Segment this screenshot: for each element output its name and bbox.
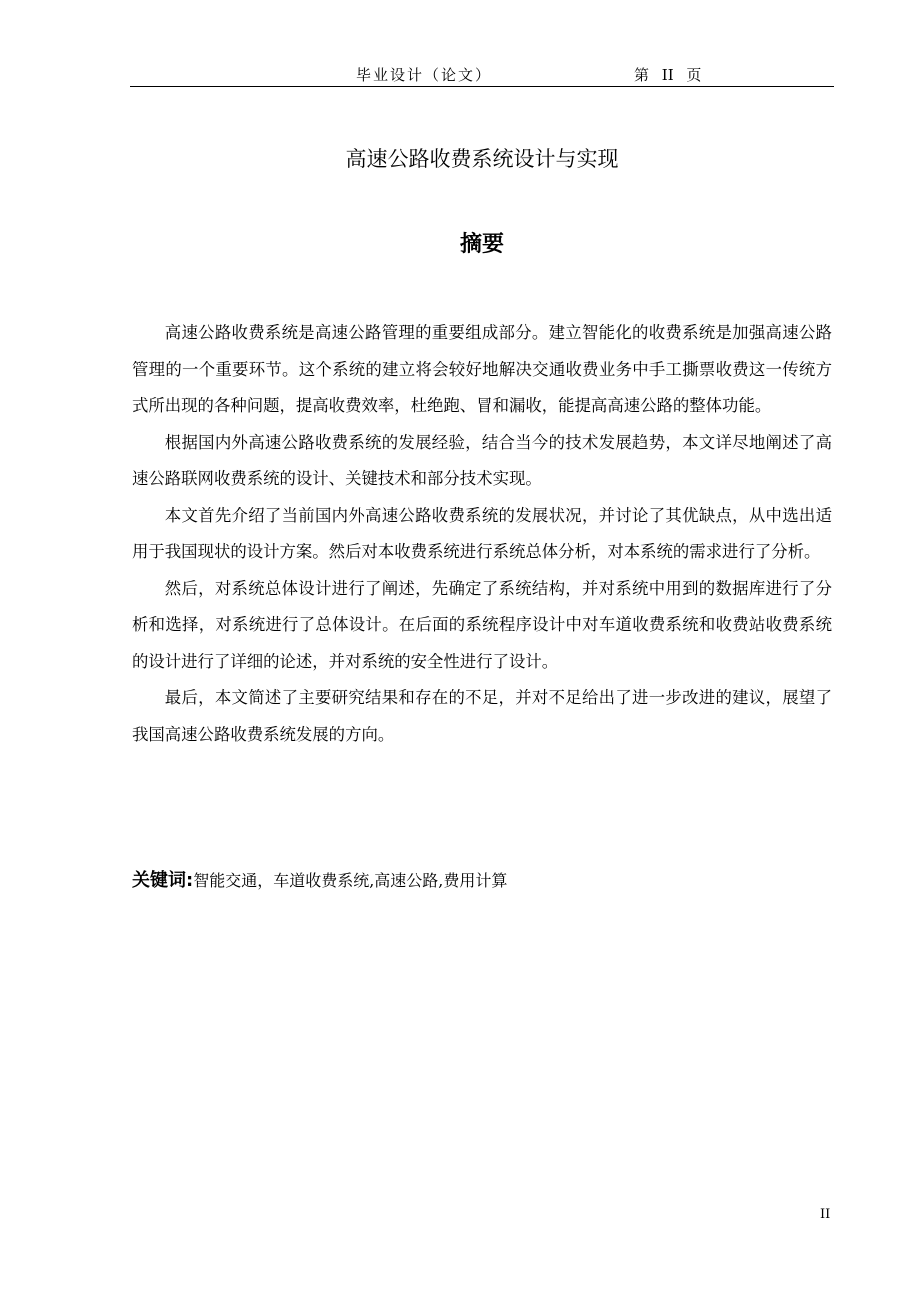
header-thesis-label: 毕业设计（论文） — [356, 66, 493, 84]
keywords-line — [132, 867, 507, 895]
header-page-label: 第 II 页 — [634, 66, 702, 84]
abstract-paragraph: 高速公路收费系统是高速公路管理的重要组成部分。建立智能化的收费系统是加强高速公路管理的一个重要环节。这个系统的建立将会较好地解决交通收费业务中手工撕票收费这一传统方式所出现的各种问题，提高收费效率，杜绝跑、冒和漏收，能提高高速公路的整体功能。 — [132, 323, 832, 415]
abstract-paragraph: 根据国内外高速公路收费系统的发展经验，结合当今的技术发展趋势，本文详尽地阐述了高速公路联网收费系统的设计、关键技术和部分技术实现。 — [132, 432, 832, 488]
abstract-paragraph: 最后，本文简述了主要研究结果和存在的不足，并对不足给出了进一步改进的建议，展望了我国高速公路收费系统发展的方向。 — [132, 688, 832, 744]
abstract-paragraph: 然后，对系统总体设计进行了阐述，先确定了系统结构，并对系统中用到的数据库进行了分析和选择，对系统进行了总体设计。在后面的系统程序设计中对车道收费系统和收费站收费系统的设计进行了详细的论述，并对系统的安全性进行了设计。 — [132, 578, 832, 671]
abstract-paragraph: 本文首先介绍了当前国内外高速公路收费系统的发展状况，并讨论了其优缺点，从中选出适用于我国现状的设计方案。然后对本收费系统进行系统总体分析，对本系统的需求进行了分析。 — [132, 505, 832, 561]
document-title: 高速公路收费系统设计与实现 — [345, 147, 619, 171]
keywords-label: 关键词: — [132, 870, 194, 891]
footer-page-number: II — [820, 1207, 831, 1222]
keywords-value: 智能交通，车道收费系统,高速公路,费用计算 — [193, 871, 508, 890]
abstract-body — [132, 315, 832, 753]
abstract-heading: 摘要 — [459, 232, 504, 257]
page-header — [130, 62, 834, 87]
